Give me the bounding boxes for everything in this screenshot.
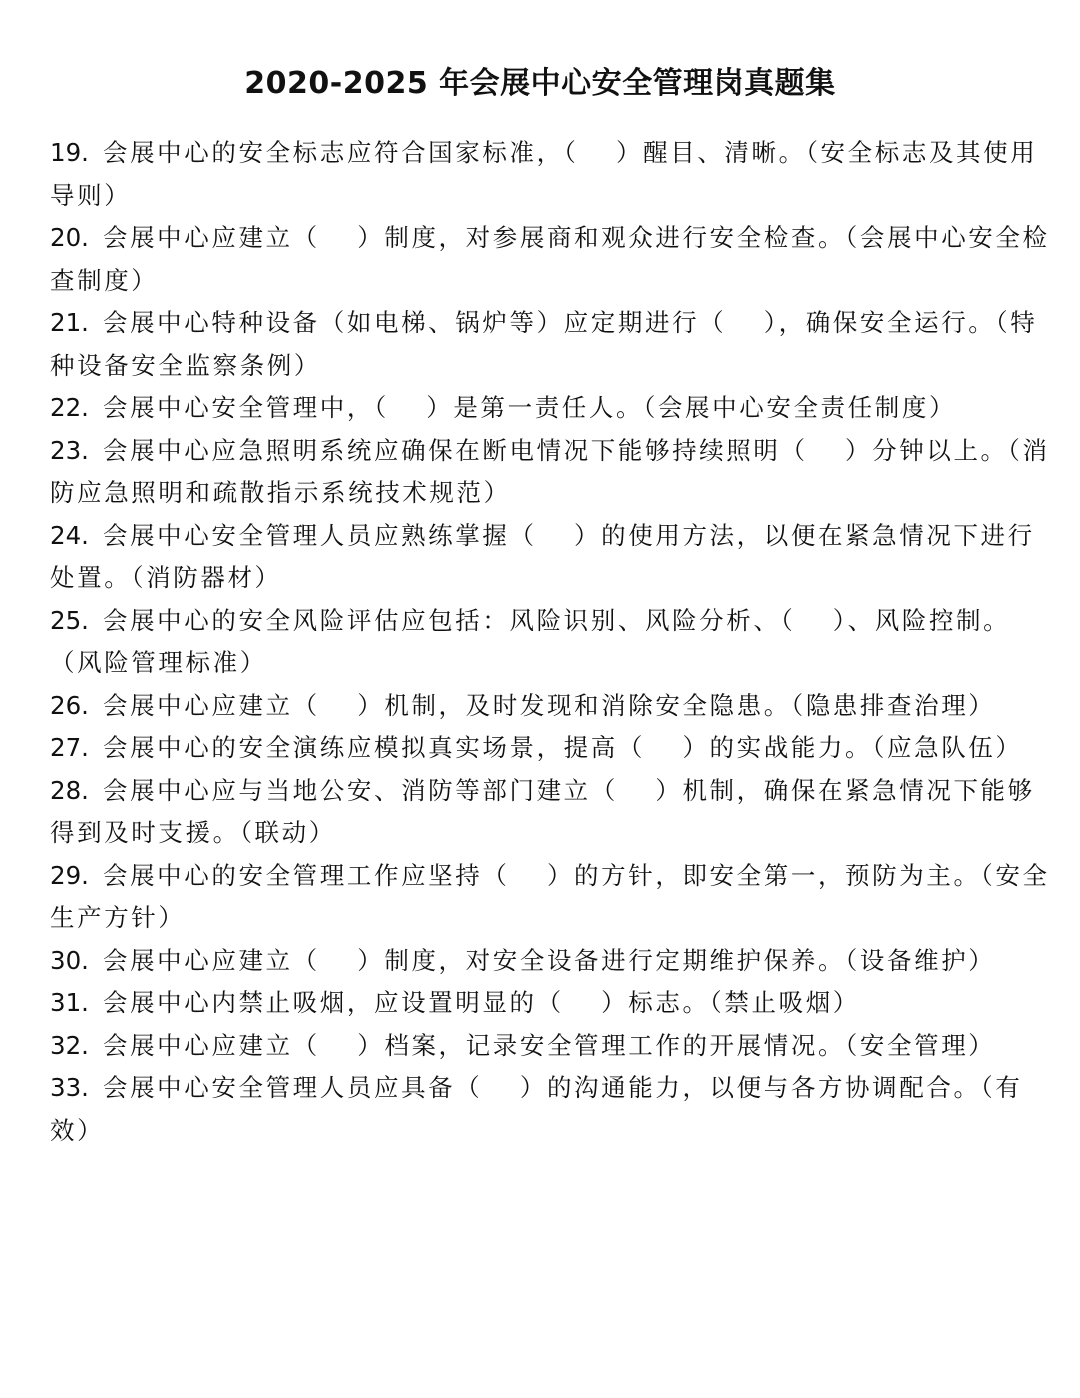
question-number: 26.: [50, 690, 89, 720]
question-number: 19.: [50, 138, 89, 167]
question-number: 22.: [50, 393, 89, 422]
question-text: 会展中心应与当地公安、消防等部门建立（ ）机制，确保在紧急情况下能够得到及时支援。（联动）: [50, 775, 1035, 847]
question-text: 会展中心内禁止吸烟，应设置明显的（ ）标志。（禁止吸烟）: [102, 988, 860, 1017]
question-number: 23.: [50, 435, 89, 465]
question-text: 会展中心的安全标志应符合国家标准，（ ）醒目、清晰。（安全标志及其使用导则）: [50, 138, 1038, 210]
question-number: 25.: [50, 605, 89, 635]
document-title: 2020-2025 年会展中心安全管理岗真题集: [244, 66, 836, 101]
question-item: [50, 600, 1050, 685]
question-text: 会展中心安全管理中，（ ）是第一责任人。（会展中心安全责任制度）: [102, 393, 957, 422]
question-number: 33.: [50, 1073, 89, 1102]
question-number: 29.: [50, 860, 89, 890]
question-text: 会展中心应建立（ ）制度，对参展商和观众进行安全检查。（会展中心安全检查制度）: [50, 223, 1050, 295]
question-item: [50, 217, 1050, 302]
question-text: 会展中心应建立（ ）档案，记录安全管理工作的开展情况。（安全管理）: [102, 1030, 996, 1060]
question-number: 20.: [50, 223, 89, 252]
question-item: [50, 727, 1050, 770]
question-number: 28.: [50, 775, 89, 805]
question-number: 27.: [50, 733, 89, 762]
question-number: 31.: [50, 988, 89, 1017]
question-number: 30.: [50, 945, 89, 975]
question-text: 会展中心的安全演练应模拟真实场景，提高（ ）的实战能力。（应急队伍）: [102, 733, 1023, 762]
question-item: [50, 685, 1050, 728]
question-text: 会展中心安全管理人员应具备（ ）的沟通能力，以便与各方协调配合。（有效）: [50, 1073, 1023, 1145]
question-number: 21.: [50, 308, 89, 337]
question-number: 32.: [50, 1030, 89, 1060]
question-text: 会展中心应建立（ ）机制，及时发现和消除安全隐患。（隐患排查治理）: [102, 690, 996, 720]
question-item: [50, 940, 1050, 983]
question-text: 会展中心的安全管理工作应坚持（ ）的方针，即安全第一，预防为主。（安全生产方针）: [50, 860, 1050, 932]
question-item: [50, 770, 1050, 855]
question-text: 会展中心应建立（ ）制度，对安全设备进行定期维护保养。（设备维护）: [102, 945, 996, 975]
question-item: [50, 855, 1050, 940]
question-number: 24.: [50, 520, 89, 550]
question-text: 会展中心安全管理人员应熟练掌握（ ）的使用方法，以便在紧急情况下进行处置。（消防器材）: [50, 520, 1035, 592]
question-item: [50, 982, 1050, 1025]
question-item: [50, 1025, 1050, 1068]
question-list: [50, 132, 1050, 1152]
question-item: [50, 302, 1050, 387]
question-item: [50, 430, 1050, 515]
question-item: [50, 1067, 1050, 1152]
question-text: 会展中心的安全风险评估应包括：风险识别、风险分析、（ ）、风险控制。（风险管理标准）: [50, 605, 1011, 677]
question-item: [50, 515, 1050, 600]
question-item: [50, 387, 1050, 430]
question-text: 会展中心特种设备（如电梯、锅炉等）应定期进行（ ），确保安全运行。（特种设备安全监察条例）: [50, 308, 1038, 380]
question-item: [50, 132, 1050, 217]
question-text: 会展中心应急照明系统应确保在断电情况下能够持续照明（ ）分钟以上。（消防应急照明和疏散指示系统技术规范）: [50, 435, 1050, 507]
